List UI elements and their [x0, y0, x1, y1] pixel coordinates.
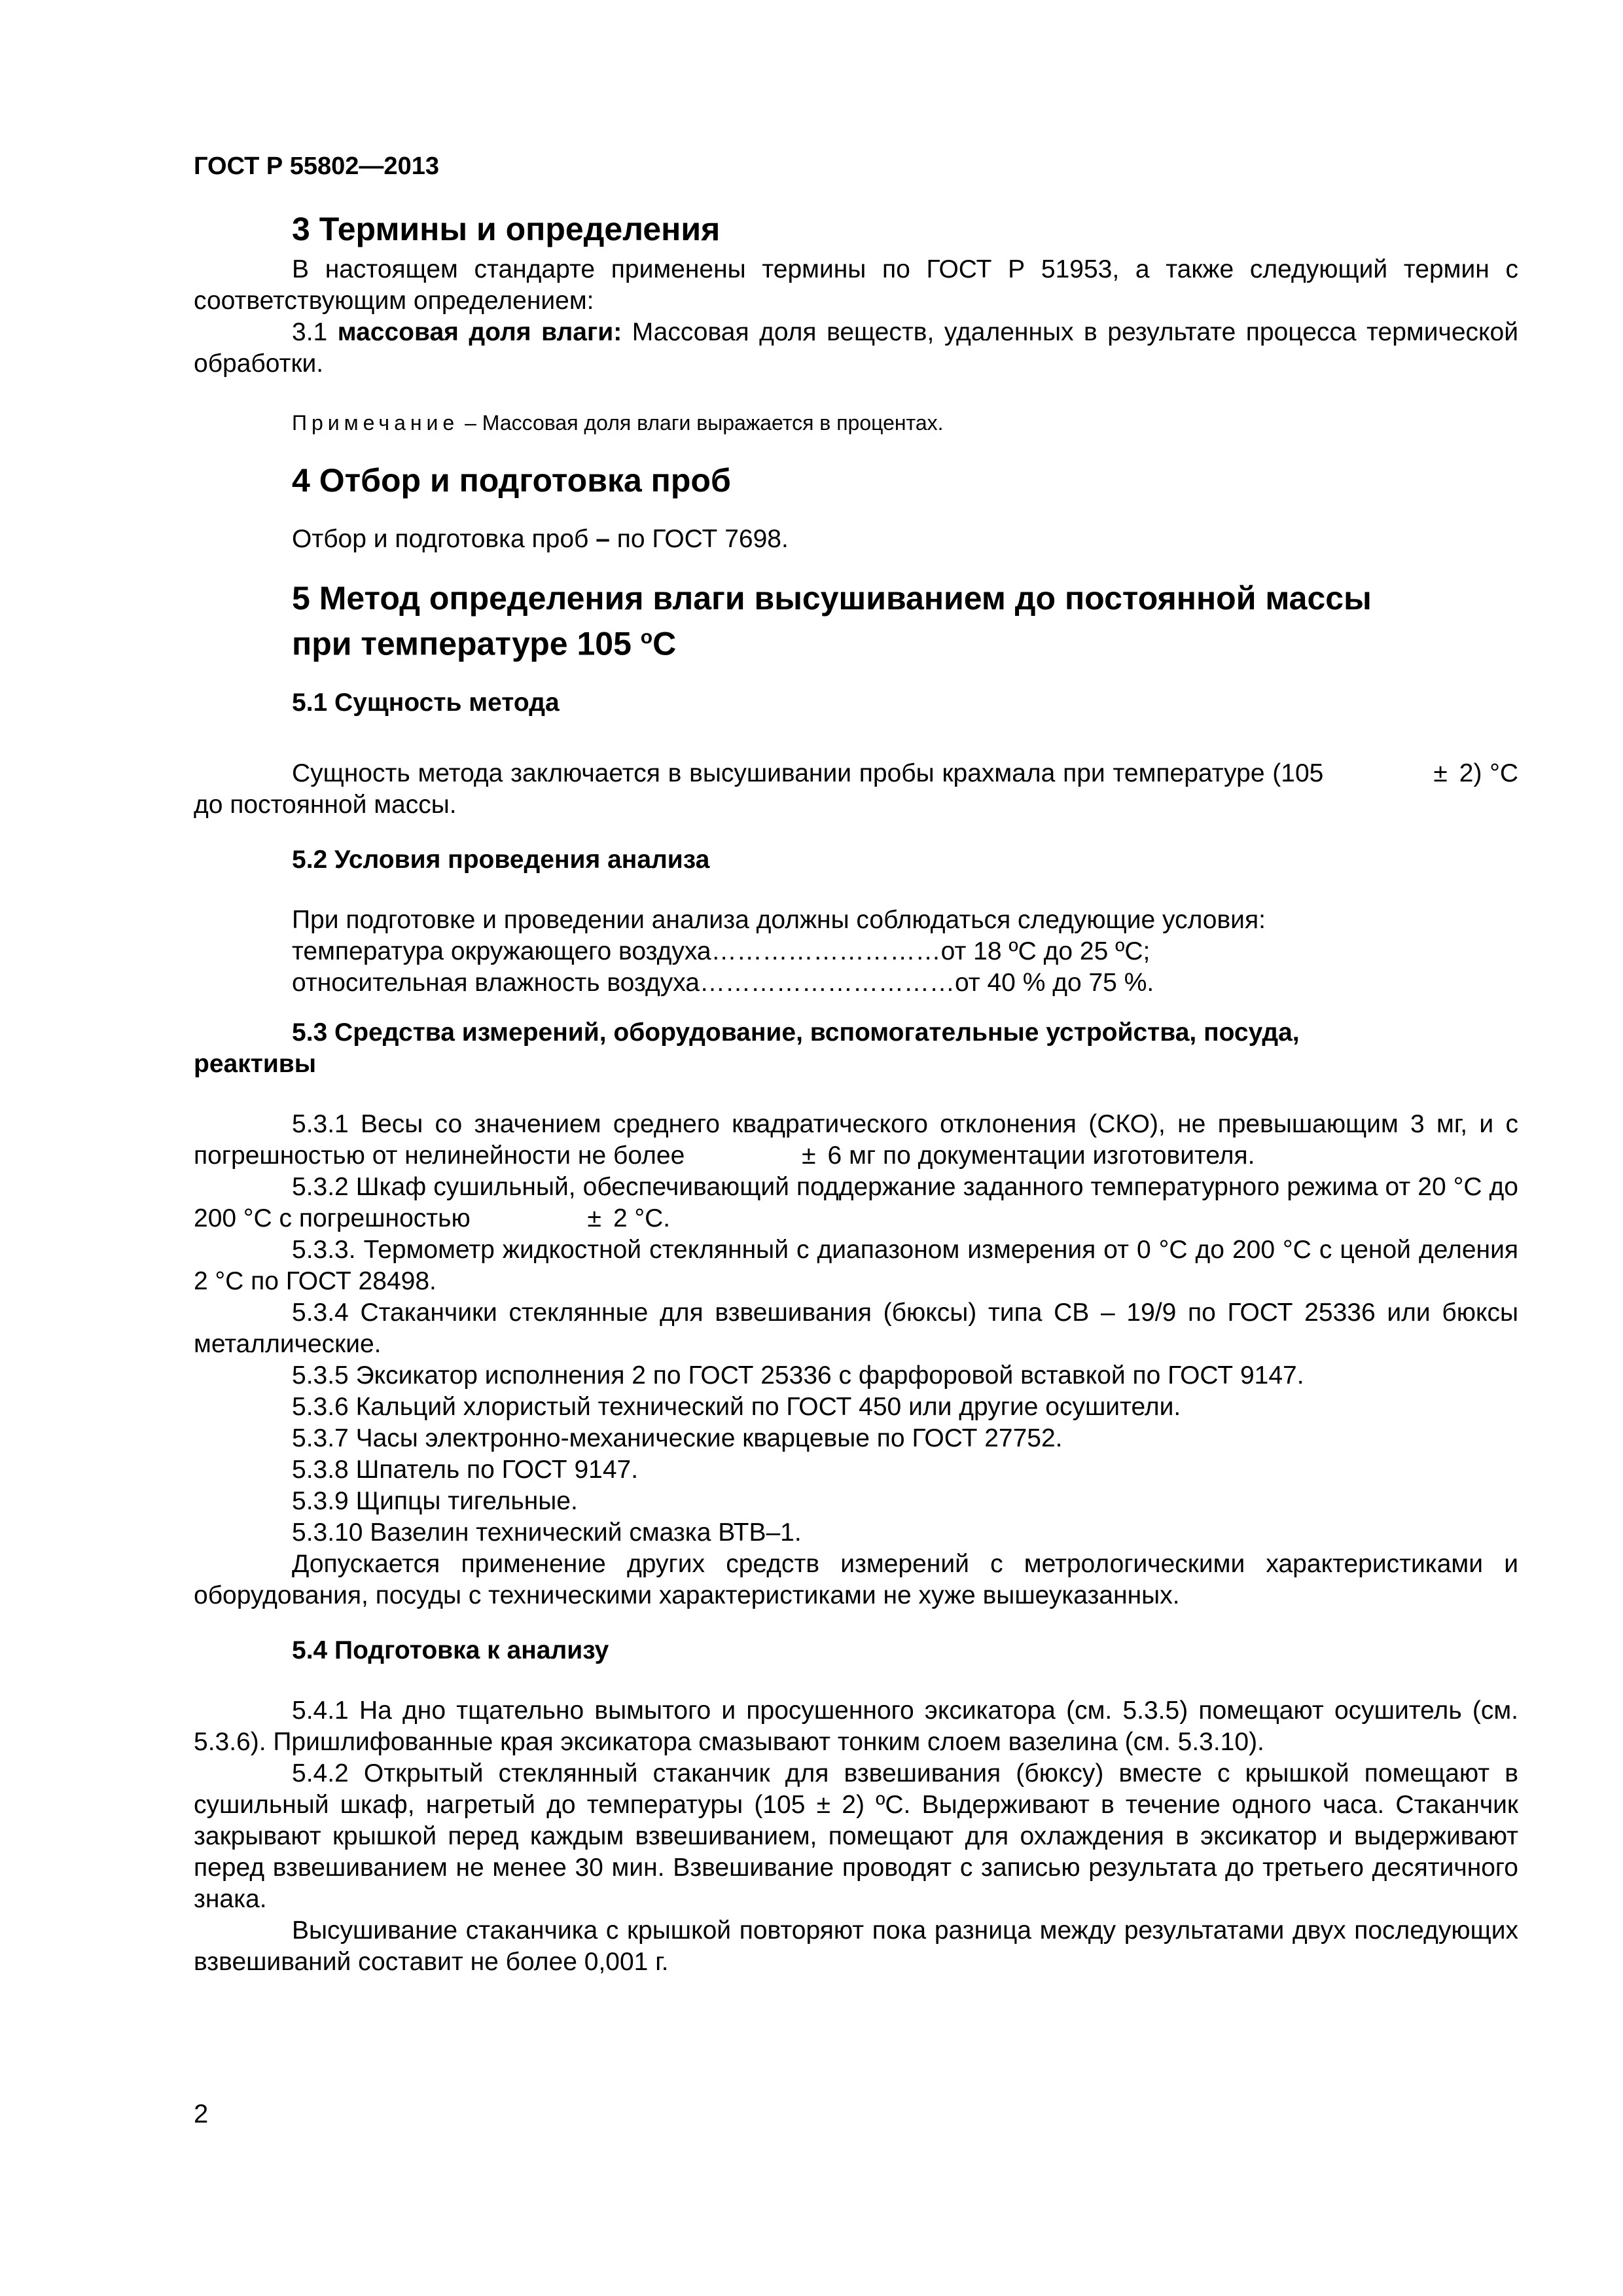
- term-number: 3.1: [292, 318, 338, 346]
- term-definition: Массовая доля веществ, удаленных в результате процесса термической обработки.: [194, 318, 1518, 378]
- item-5-3-3: 5.3.3. Термометр жидкостной стеклянный с диапазоном измерения от 0 °С до 200 °С с ценой деления 2 °С по ГОСТ 28498.: [194, 1235, 1518, 1295]
- section-5-4-title: 5.4 Подготовка к анализу: [292, 1636, 609, 1664]
- note-label: Примечание: [292, 411, 459, 435]
- section-5-1-text: [194, 758, 1518, 821]
- section-5: [194, 579, 1518, 1978]
- section-4-text-part: Отбор и подготовка проб: [292, 525, 596, 553]
- note: [194, 408, 1518, 437]
- plus-minus-sign: ±: [1433, 759, 1448, 787]
- item-5-3-7: 5.3.7 Часы электронно-механические кварцевые по ГОСТ 27752.: [292, 1424, 1063, 1452]
- section-5-2-title: 5.2 Условия проведения анализа: [292, 845, 710, 874]
- section-5-1-title: 5.1 Сущность метода: [292, 688, 560, 717]
- section-4-title: 4 Отбор и подготовка проб: [292, 462, 731, 499]
- document-code: ГОСТ Р 55802—2013: [194, 152, 439, 180]
- section-3-title: 3 Термины и определения: [292, 211, 721, 247]
- section-5-4-drying: Высушивание стаканчика с крышкой повторяют пока разница между результатами двух последующих взвешиваний составит не более 0,001 г.: [194, 1916, 1518, 1976]
- term-name: массовая доля влаги:: [337, 318, 622, 346]
- section-4: [194, 461, 1518, 555]
- degree-mark: о: [640, 626, 653, 648]
- page-content: [194, 151, 1518, 1978]
- item-5-3-2-text-b: 2 °С.: [613, 1204, 671, 1232]
- item-5-4-2: 5.4.2 Открытый стеклянный стаканчик для взвешивания (бюксу) вместе с крышкой помещают в сушильный шкаф, нагретый до температуры (105 ± 2) ºС. Выдерживают в течение одного часа. Стаканчик закрывают крышкой перед каждым взвешиванием, помещают для охлаждения в эксикатор и выдерживают перед взвешиванием не менее 30 мин. Взвешивание проводят с записью результата до третьего десятичного знака.: [194, 1759, 1518, 1913]
- item-5-4-1: 5.4.1 На дно тщательно вымытого и просушенного эксикатора (см. 5.3.5) помещают осушитель (см. 5.3.6). Пришлифованные края эксикатора смазывают тонким слоем вазелина (см. 5.3.10).: [194, 1696, 1518, 1756]
- item-5-3-2-text-a: 5.3.2 Шкаф сушильный, обеспечивающий поддержание заданного температурного режима от 20 °С до 200 °С с погрешностью: [194, 1172, 1518, 1232]
- section-5-3-title: 5.3 Средства измерений, оборудование, вспомогательные устройства, посуда,: [292, 1018, 1300, 1047]
- note-text: – Массовая доля влаги выражается в процентах.: [459, 411, 944, 435]
- item-5-3-8: 5.3.8 Шпатель по ГОСТ 9147.: [292, 1455, 639, 1484]
- plus-minus-sign: ±: [802, 1141, 816, 1170]
- item-5-3-9: 5.3.9 Щипцы тигельные.: [292, 1486, 578, 1515]
- item-5-3-1-text-a: 5.3.1 Весы со значением среднего квадратического отклонения (СКО), не превышающим 3 мг, и с погрешностью от нелинейности не более: [194, 1109, 1518, 1170]
- section-3: [194, 209, 1518, 437]
- section-5-title-line-1: 5 Метод определения влаги высушиванием до постоянной массы: [292, 580, 1372, 617]
- section-5-1-text-a: Сущность метода заключается в высушивании пробы крахмала при температуре (105: [292, 759, 1324, 787]
- plus-minus-sign: ±: [587, 1204, 601, 1232]
- condition-humidity: относительная влажность воздуха…………………………от 40 % до 75 %.: [292, 968, 1154, 997]
- section-4-text-ref: по ГОСТ 7698.: [609, 525, 789, 553]
- item-5-3-1: [194, 1109, 1518, 1172]
- page-number: 2: [194, 2100, 209, 2128]
- item-5-3-2: [194, 1172, 1518, 1234]
- section-5-2-intro: При подготовке и проведении анализа должны соблюдаться следующие условия:: [292, 905, 1266, 934]
- condition-temperature: температура окружающего воздуха………………………от 18 ºС до 25 ºС;: [292, 937, 1150, 965]
- item-5-3-5: 5.3.5 Эксикатор исполнения 2 по ГОСТ 25336 с фарфоровой вставкой по ГОСТ 9147.: [292, 1361, 1304, 1390]
- section-3-intro: В настоящем стандарте применены термины по ГОСТ Р 51953, а также следующий термин с соответствующим определением:: [194, 255, 1518, 315]
- section-4-text: [194, 524, 1518, 555]
- item-5-3-4: 5.3.4 Стаканчики стеклянные для взвешивания (бюксы) типа СВ – 19/9 по ГОСТ 25336 или бюксы металлические.: [194, 1298, 1518, 1358]
- item-5-3-6: 5.3.6 Кальций хлористый технический по ГОСТ 450 или другие осушители.: [292, 1392, 1181, 1421]
- section-5-title-unit: С: [652, 625, 677, 662]
- section-4-dash: –: [596, 525, 610, 553]
- section-5-1-text-b: 2) °С до постоянной массы.: [194, 759, 1518, 819]
- item-5-3-10: 5.3.10 Вазелин технический смазка ВТВ–1.: [292, 1518, 802, 1547]
- section-5-title-line-2: [194, 618, 1518, 664]
- section-5-title-text: при температуре 105: [292, 625, 641, 662]
- section-5-3-allowance: Допускается применение других средств измерений с метрологическими характеристиками и оборудования, посуды с техническими характеристиками не хуже вышеуказанных.: [194, 1549, 1518, 1609]
- section-5-3-title-cont: реактивы: [194, 1049, 317, 1078]
- term-3-1: [194, 317, 1518, 380]
- item-5-3-1-text-b: 6 мг по документации изготовителя.: [827, 1141, 1255, 1170]
